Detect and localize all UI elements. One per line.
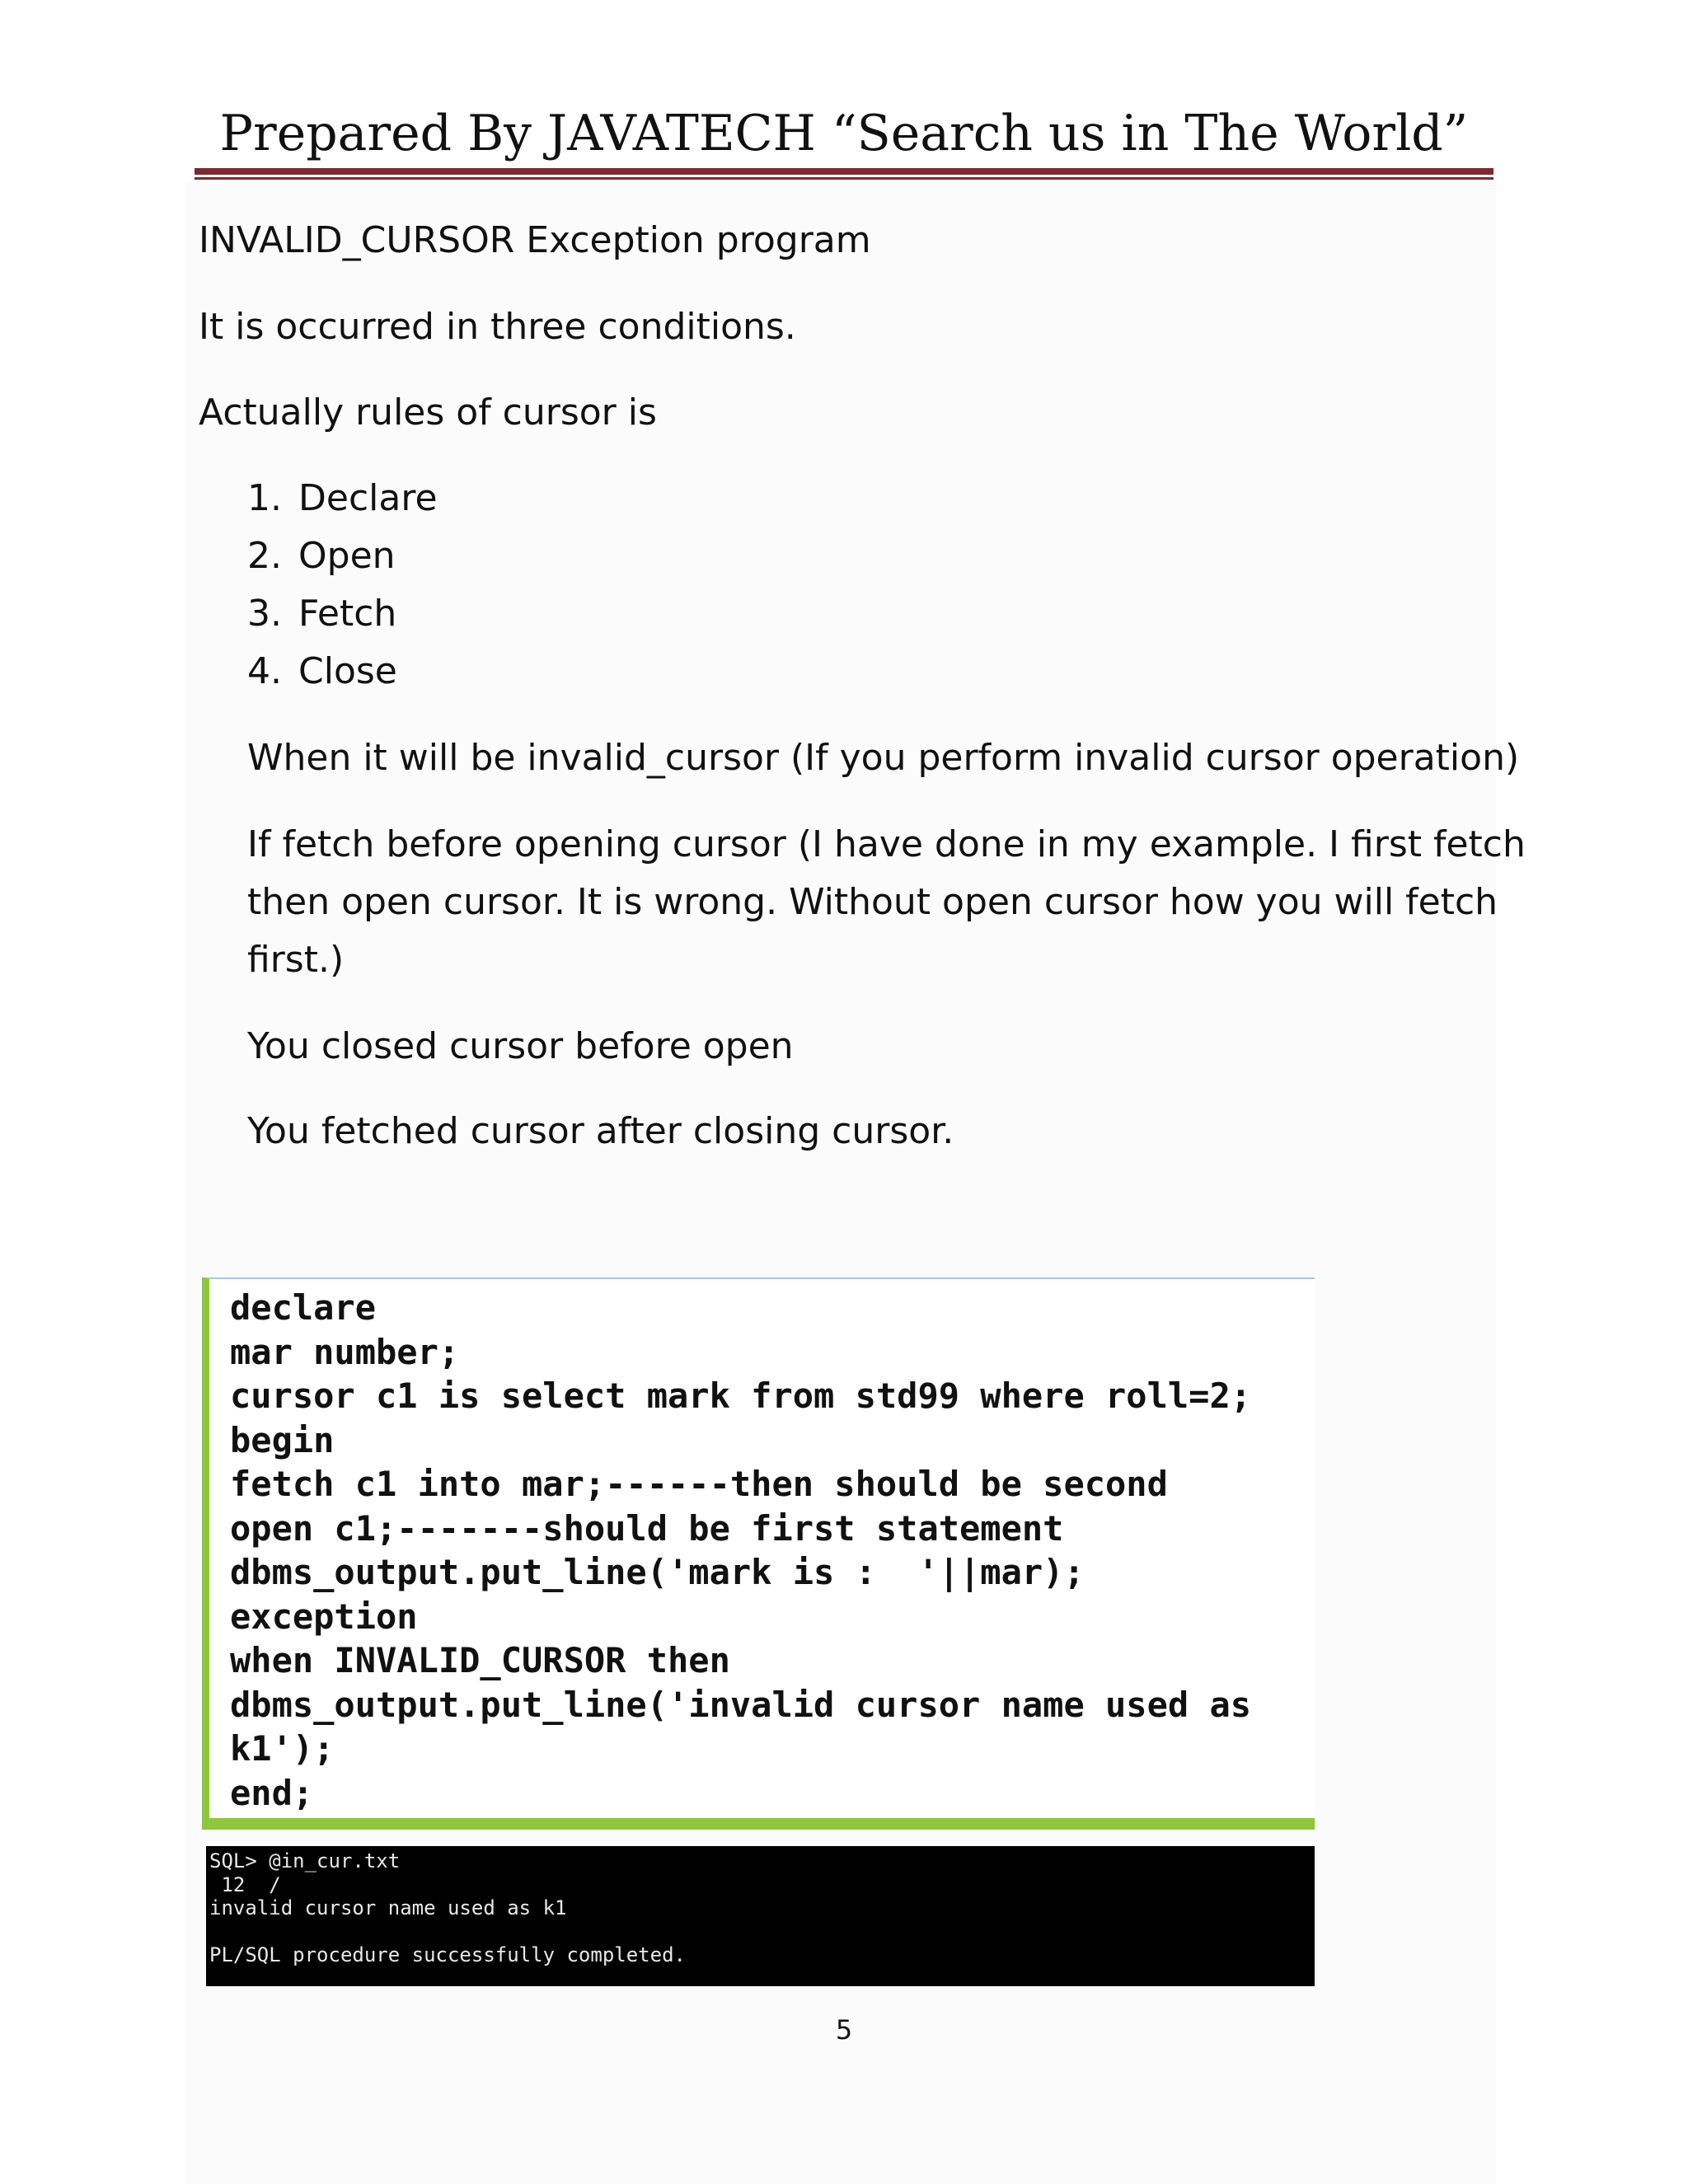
code-line: exception (230, 1596, 418, 1637)
console-line: PL/SQL procedure successfully completed. (209, 1943, 686, 1966)
code-line: fetch c1 into mar;------then should be second (230, 1464, 1168, 1504)
condition-close-before-open: You closed cursor before open (247, 1025, 794, 1067)
header-divider-thin (195, 177, 1493, 180)
console-line: 12 / (209, 1872, 281, 1896)
console-line: SQL> @in_cur.txt (209, 1849, 401, 1872)
page-number: 5 (835, 2014, 853, 2046)
list-item-number: 3. (247, 593, 282, 635)
code-line: dbms_output.put_line('invalid cursor name used as (230, 1684, 1252, 1725)
list-item-number: 4. (247, 650, 282, 692)
code-text (230, 1286, 1251, 1815)
code-line: end; (230, 1772, 314, 1813)
condition-fetch-before-open-line-2: then open cursor. It is wrong. Without open cursor how you will fetch (247, 881, 1498, 923)
list-item (247, 470, 438, 527)
list-item-number: 2. (247, 535, 282, 577)
list-item (247, 643, 438, 701)
rules-intro-text: Actually rules of cursor is (199, 391, 657, 434)
intro-text: It is occurred in three conditions. (199, 306, 796, 348)
cursor-rules-list (247, 470, 438, 701)
console-line: invalid cursor name used as k1 (209, 1896, 567, 1919)
header-divider (195, 168, 1493, 175)
code-line: declare (230, 1287, 377, 1328)
list-item-text: Open (298, 535, 396, 577)
list-item (247, 585, 438, 643)
page-header: Prepared By JAVATECH “Search us in The World” (219, 105, 1469, 162)
list-item (247, 527, 438, 585)
list-item-text: Fetch (298, 593, 397, 635)
code-snippet (202, 1277, 1315, 1830)
list-item-text: Declare (298, 477, 438, 519)
condition-fetch-before-open-line-1: If fetch before opening cursor (I have done in my example. I first fetch (247, 823, 1526, 865)
list-item-number: 1. (247, 477, 282, 519)
console-text (209, 1849, 686, 1967)
list-item-text: Close (298, 650, 397, 692)
section-heading: INVALID_CURSOR Exception program (199, 219, 871, 261)
code-line: when INVALID_CURSOR then (230, 1640, 730, 1680)
code-line: begin (230, 1419, 335, 1460)
console-output (206, 1846, 1315, 1986)
code-line: mar number; (230, 1331, 460, 1372)
code-line: open c1;-------should be first statement (230, 1507, 1064, 1549)
condition-fetch-after-close: You fetched cursor after closing cursor. (247, 1110, 954, 1152)
invalid-cursor-explanation: When it will be invalid_cursor (If you perform invalid cursor operation) (247, 737, 1520, 779)
code-line: cursor c1 is select mark from std99 where roll=2; (230, 1376, 1252, 1416)
condition-fetch-before-open-line-3: first.) (247, 939, 345, 981)
code-line: dbms_output.put_line('mark is : '||mar); (230, 1552, 1085, 1592)
code-line: k1'); (230, 1728, 335, 1769)
